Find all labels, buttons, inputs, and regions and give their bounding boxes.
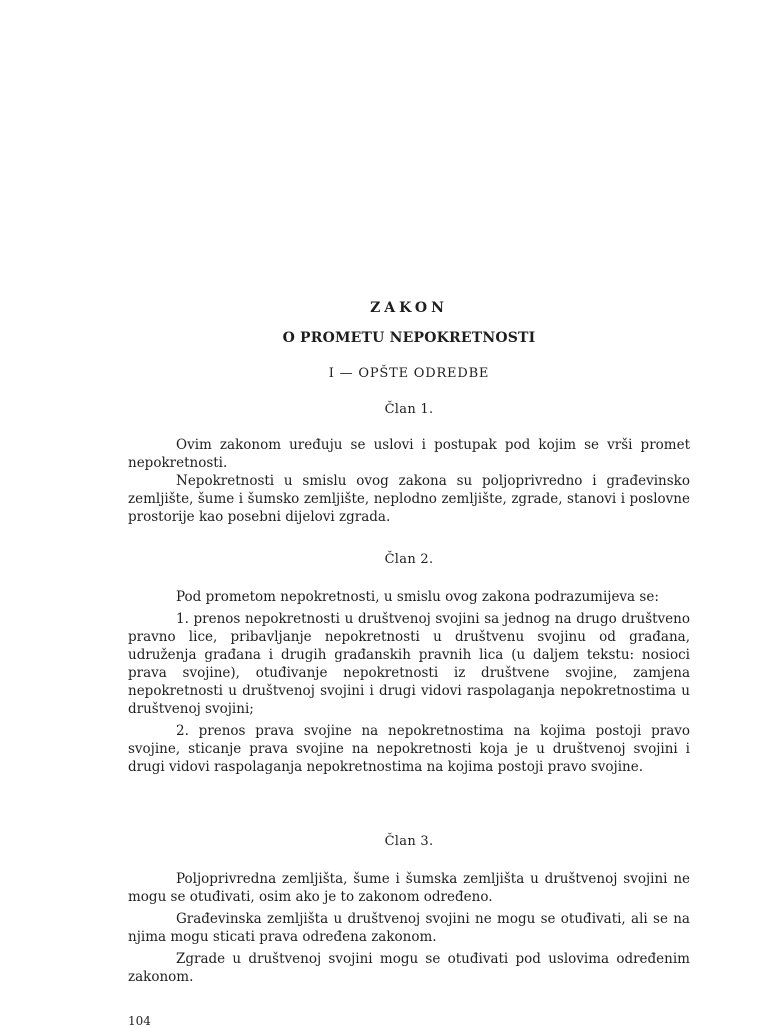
article-3-body (128, 870, 690, 986)
article-2-item-2: 2. prenos prava svojine na nepokretnostima na kojima postoji pravo svojine, sticanje prava svojine na nepokretnosti koja je u društvenoj svojini i drugi vidovi raspolaganja nepokretnostima na kojima postoji pravo svojine. (128, 723, 690, 775)
article-2-paragraph-1: Pod prometom nepokretnosti, u smislu ovog zakona podrazumijeva se: (176, 589, 659, 605)
article-2-body (128, 588, 690, 776)
article-2-heading: Član 2. (384, 552, 434, 567)
law-title: ZAKON (370, 300, 448, 316)
article-1-paragraph-2: Nepokretnosti u smislu ovog zakona su poljoprivredno i građevinsko zemljište, šume i šumsko zemljište, neplodno zemljište, zgrade, stanovi i poslovne prostorije kao posebni dijelovi zgrada. (128, 473, 690, 525)
article-1-body (128, 436, 690, 526)
article-1-heading: Član 1. (384, 402, 434, 417)
article-3-paragraph-2: Građevinska zemljišta u društvenoj svojini ne mogu se otuđivati, ali se na njima mogu sticati prava određena zakonom. (128, 911, 690, 945)
article-3-paragraph-3: Zgrade u društvenoj svojini mogu se otuđivati pod uslovima određenim zakonom. (128, 951, 690, 985)
article-3-heading: Član 3. (384, 834, 434, 849)
law-subtitle: O PROMETU NEPOKRETNOSTI (282, 330, 536, 346)
part-heading: I — OPŠTE ODREDBE (328, 366, 490, 381)
article-1-paragraph-1: Ovim zakonom uređuju se uslovi i postupak pod kojim se vrši promet nepokretnosti. (128, 437, 690, 471)
article-2-item-1: 1. prenos nepokretnosti u društvenoj svojini sa jednog na drugo društveno pravno lice, pribavljanje nepokretnosti u društvenu svojinu od građana, udruženja građana i drugih građanskih pravnih lica (u daljem tekstu: nosioci prava svojine), otuđivanje nepokretnosti iz društvene svojine, zamjena nepokretnosti u društvenoj svojini i drugi vidovi raspolaganja nepokretnostima u društvenoj svojini; (128, 611, 690, 717)
article-3-paragraph-1: Poljoprivredna zemljišta, šume i šumska zemljišta u društvenoj svojini ne mogu se otuđivati, osim ako je to zakonom određeno. (128, 871, 690, 905)
page-number: 104 (128, 1014, 151, 1028)
